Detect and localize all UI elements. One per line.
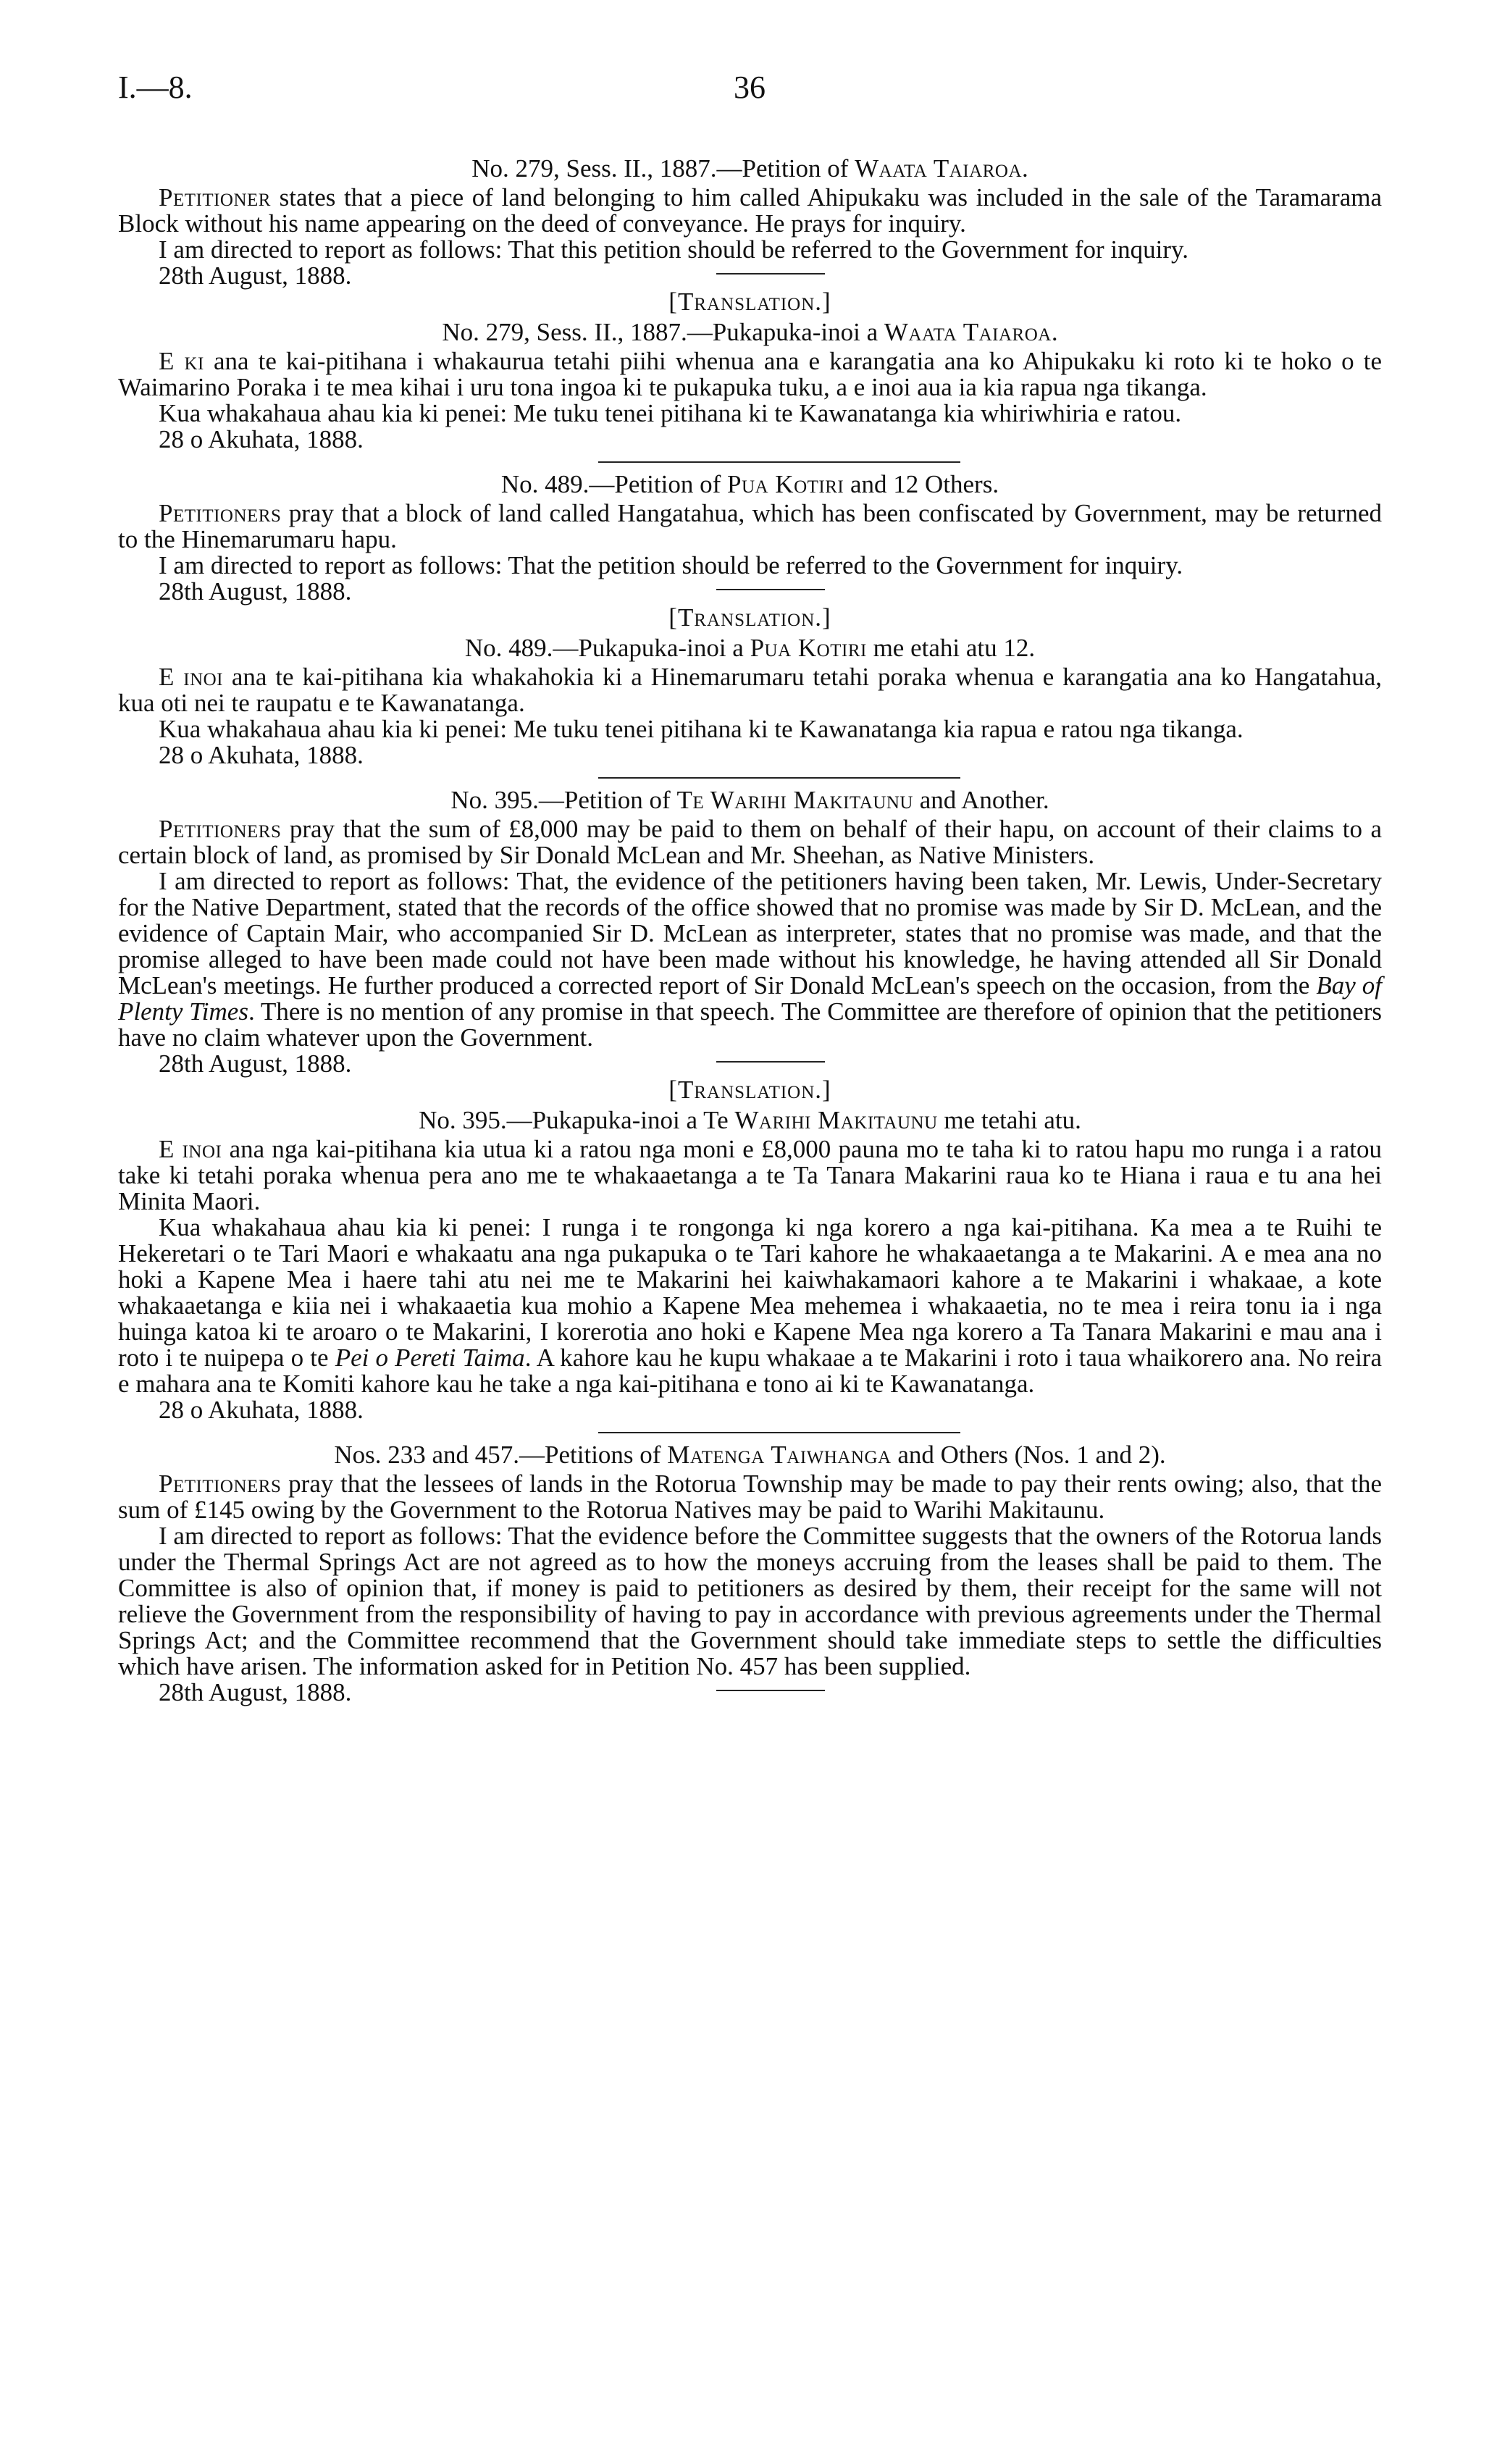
translation-heading: No. 279, Sess. II., 1887.—Pukapuka-inoi a Waata Taiaroa. bbox=[442, 318, 1058, 346]
section-divider bbox=[598, 461, 960, 463]
translation-date: 28 o Akuhata, 1888. bbox=[159, 1396, 364, 1424]
committee-report: I am directed to report as follows: That this petition should be referred to the Government for inquiry. bbox=[159, 235, 1188, 264]
petition-section bbox=[118, 1442, 1382, 1706]
short-divider bbox=[716, 273, 825, 275]
petition-section bbox=[118, 787, 1382, 1433]
petition-summary: Petitioner states that a piece of land belonging to him called Ahipukaku was included in the sale of the Taramarama Block without his name appearing on the deed of conveyance. He prays for inquiry. bbox=[118, 183, 1382, 238]
translation-date: 28 o Akuhata, 1888. bbox=[159, 425, 364, 453]
report-date: 28th August, 1888. bbox=[159, 579, 1382, 605]
translation-label: [Translation.] bbox=[668, 603, 831, 632]
series-number: I.—8. bbox=[118, 70, 193, 105]
translation-report: Kua whakahaua ahau kia ki penei: Me tuku tenei pitihana ki te Kawanatanga kia whiriwhiria e ratou. bbox=[159, 399, 1182, 427]
translation-summary: E inoi ana te kai-pitihana kia whakahokia ki a Hinemarumaru tetahi poraka whenua e karangatia ana ko Hangatahua, kua oti nei te raupatu e te Kawanatanga. bbox=[118, 663, 1383, 717]
translation-heading: No. 489.—Pukapuka-inoi a Pua Kotiri me etahi atu 12. bbox=[464, 634, 1036, 662]
petition-summary: Petitioners pray that the sum of £8,000 may be paid to them on behalf of their hapu, on account of their claims to a certain block of land, as promised by Sir Donald McLean and Mr. Sheehan, as Native Ministers. bbox=[118, 815, 1382, 869]
report-date: 28th August, 1888. bbox=[159, 1051, 1382, 1077]
translation-date: 28 o Akuhata, 1888. bbox=[159, 741, 364, 769]
translation-label: [Translation.] bbox=[668, 1076, 831, 1104]
petition-section bbox=[118, 156, 1382, 463]
committee-report: I am directed to report as follows: That, the evidence of the petitioners having been taken, Mr. Lewis, Under-Secretary for the Native Department, stated that the records of the office showed that no promise was made by Sir D. McLean, and the evidence of Captain Mair, who accompanied Sir D. McLean as interpreter, states that no promise was made, and that the promise alleged to have been made could not have been made without his knowledge, he having attended all Sir Donald McLean's meetings. He further produced a corrected report of Sir Donald McLean's speech on the occasion, from the Bay of Plenty Times. There is no mention of any promise in that speech. The Committee are therefore of opinion that the petitioners have no claim whatever upon the Government. bbox=[118, 867, 1382, 1052]
short-divider bbox=[716, 1061, 825, 1063]
report-date: 28th August, 1888. bbox=[159, 263, 1382, 289]
page-number: 36 bbox=[734, 70, 766, 105]
translation-summary: E inoi ana nga kai-pitihana kia utua ki a ratou nga moni e £8,000 pauna mo te taha ki to ratou hapu mo runga i a ratou take ki tetahi poraka whenua pera ano me te whakaaetanga a te Ta Tanara Makarini raua ko te Hiana i raua e tu ana hei Minita Maori. bbox=[118, 1135, 1382, 1215]
report-date: 28th August, 1888. bbox=[159, 1680, 1382, 1706]
petition-section bbox=[118, 472, 1382, 779]
page bbox=[118, 69, 1382, 1711]
committee-report: I am directed to report as follows: That the petition should be referred to the Government for inquiry. bbox=[159, 551, 1183, 579]
short-divider bbox=[716, 589, 825, 590]
translation-summary: E ki ana te kai-pitihana i whakaurua tetahi piihi whenua ana e karangatia ana ko Ahipukaku ki roto ki te hoko o te Waimarino Poraka i te mea kihai i uru tona ingoa ki te pukapuka tuku, a e inoi aua ia kia rapua nga tikanga. bbox=[118, 347, 1382, 401]
petition-heading: No. 395.—Petition of Te Warihi Makitaunu and Another. bbox=[450, 786, 1049, 814]
petition-heading: No. 279, Sess. II., 1887.—Petition of Waata Taiaroa. bbox=[471, 154, 1028, 183]
running-head bbox=[118, 69, 1382, 112]
petition-heading: Nos. 233 and 457.—Petitions of Matenga Taiwhanga and Others (Nos. 1 and 2). bbox=[334, 1441, 1166, 1469]
translation-heading: No. 395.—Pukapuka-inoi a Te Warihi Makitaunu me tetahi atu. bbox=[419, 1106, 1081, 1134]
section-divider bbox=[598, 1432, 960, 1433]
section-divider bbox=[598, 777, 960, 779]
short-divider bbox=[716, 1690, 825, 1691]
petition-heading: No. 489.—Petition of Pua Kotiri and 12 Others. bbox=[500, 470, 999, 498]
committee-report: I am directed to report as follows: That the evidence before the Committee suggests that the owners of the Rotorua lands under the Thermal Springs Act are not agreed as to how the moneys accruing from the leases shall be paid to them. The Committee is also of opinion that, if money is paid to petitioners as desired by them, their receipt for the same will not relieve the Government from the responsibility of having to pay in accordance with previous agreements under the Thermal Springs Act; and the Committee recommend that the Government should take immediate steps to settle the difficulties which have arisen. The information asked for in Petition No. 457 has been supplied. bbox=[118, 1522, 1382, 1680]
translation-label: [Translation.] bbox=[668, 288, 831, 316]
petition-summary: Petitioners pray that the lessees of lands in the Rotorua Township may be made to pay their rents owing; also, that the sum of £145 owing by the Government to the Rotorua Natives may be paid to Warihi Makitaunu. bbox=[118, 1470, 1382, 1524]
translation-report: Kua whakahaua ahau kia ki penei: Me tuku tenei pitihana ki te Kawanatanga kia rapua e ratou nga tikanga. bbox=[159, 715, 1244, 743]
translation-report: Kua whakahaua ahau kia ki penei: I runga i te rongonga ki nga korero a nga kai-pitihana. Ka mea a te Ruihi te Hekeretari o te Tari Maori e whakaatu ana nga pukapuka o te Tari kahore he whakaaetanga a te Makarini. A e mea ana no hoki a Kapene Mea i haere tahi atu nei me te Makarini hei kaiwhakamaori kahore a te Makarini i whakaae, a kote whakaaetanga e kiia nei i whakaaetia kua mohio a Kapene Mea mehemea i whakaaetia, no te mea i reira tonu ia i nga huinga katoa ki te aroaro o te Makarini, I korerotia ano hoki e Kapene Mea nga korero a Ta Tanara Makarini e mau ana i roto i te nuipepa o te Pei o Pereti Taima. A kahore kau he kupu whakaae a te Makarini i roto i taua whaikorero ana. No reira e mahara ana te Komiti kahore kau he take a nga kai-pitihana e tono ai ki te Kawanatanga. bbox=[118, 1213, 1383, 1398]
petition-summary: Petitioners pray that a block of land called Hangatahua, which has been confiscated by Government, may be returned to the Hinemarumaru hapu. bbox=[118, 499, 1382, 553]
